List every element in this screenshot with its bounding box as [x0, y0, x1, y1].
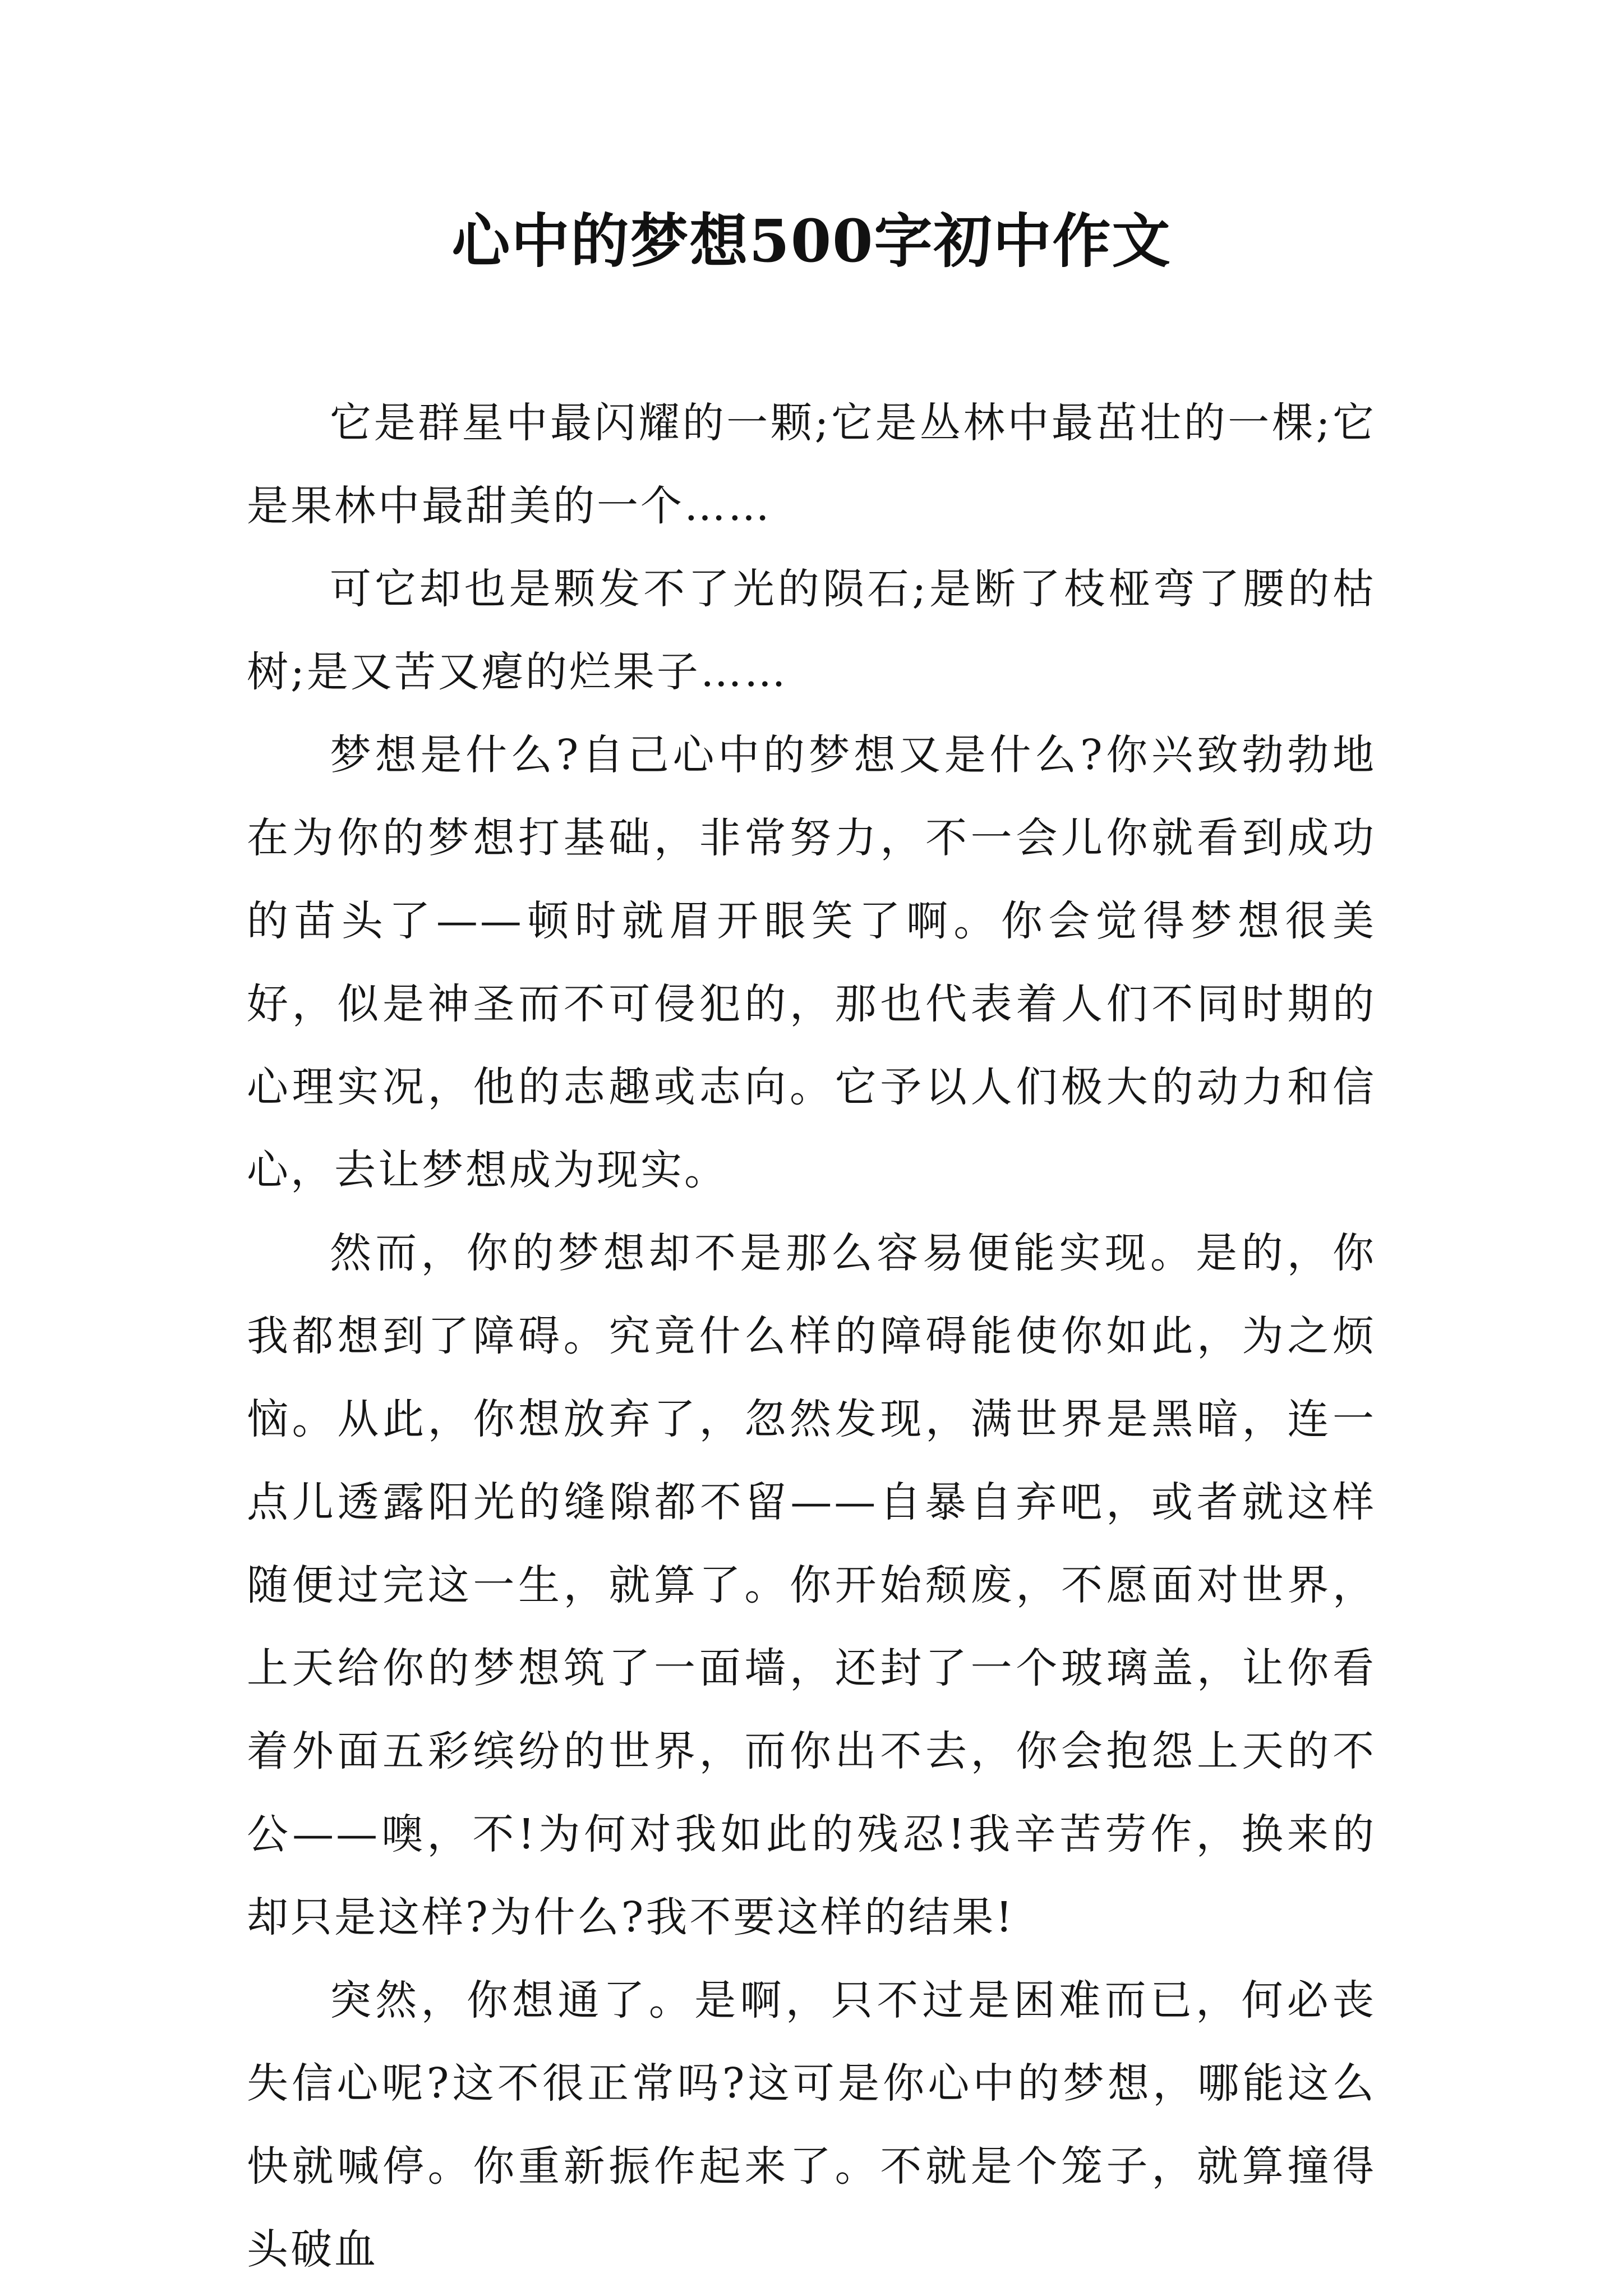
paragraph: 梦想是什么?自己心中的梦想又是什么?你兴致勃勃地在为你的梦想打基础，非常努力，不一会儿你就看到成功的苗头了——顿时就眉开眼笑了啊。你会觉得梦想很美好，似是神圣而不可侵犯的，那也代表着人们不同时期的心理实况，他的志趣或志向。它予以人们极大的动力和信心，去让梦想成为现实。: [247, 731, 1376, 1194]
document-title: 心中的梦想500字初中作文: [451, 206, 1172, 275]
paragraph: 然而，你的梦想却不是那么容易便能实现。是的，你我都想到了障碍。究竟什么样的障碍能使你如此，为之烦恼。从此，你想放弃了，忽然发现，满世界是黑暗，连一点儿透露阳光的缝隙都不留——自暴自弃吧，或者就这样随便过完这一生，就算了。你开始颓废，不愿面对世界，上天给你的梦想筑了一面墙，还封了一个玻璃盖，让你看着外面五彩缤纷的世界，而你出不去，你会抱怨上天的不公——噢，不!为何对我如此的残忍!我辛苦劳作，换来的却只是这样?为什么?我不要这样的结果!: [247, 1229, 1376, 1941]
paragraph: 它是群星中最闪耀的一颗;它是丛林中最茁壮的一棵;它是果林中最甜美的一个……: [247, 399, 1376, 530]
paragraph: 突然，你想通了。是啊，只不过是困难而已，何必丧失信心呢?这不很正常吗?这可是你心中的梦想，哪能这么快就喊停。你重新振作起来了。不就是个笼子，就算撞得头破血: [247, 1976, 1376, 2274]
document-body: [247, 381, 1376, 2291]
paragraph: 可它却也是颗发不了光的陨石;是断了枝桠弯了腰的枯树;是又苦又瘪的烂果子……: [247, 565, 1376, 696]
